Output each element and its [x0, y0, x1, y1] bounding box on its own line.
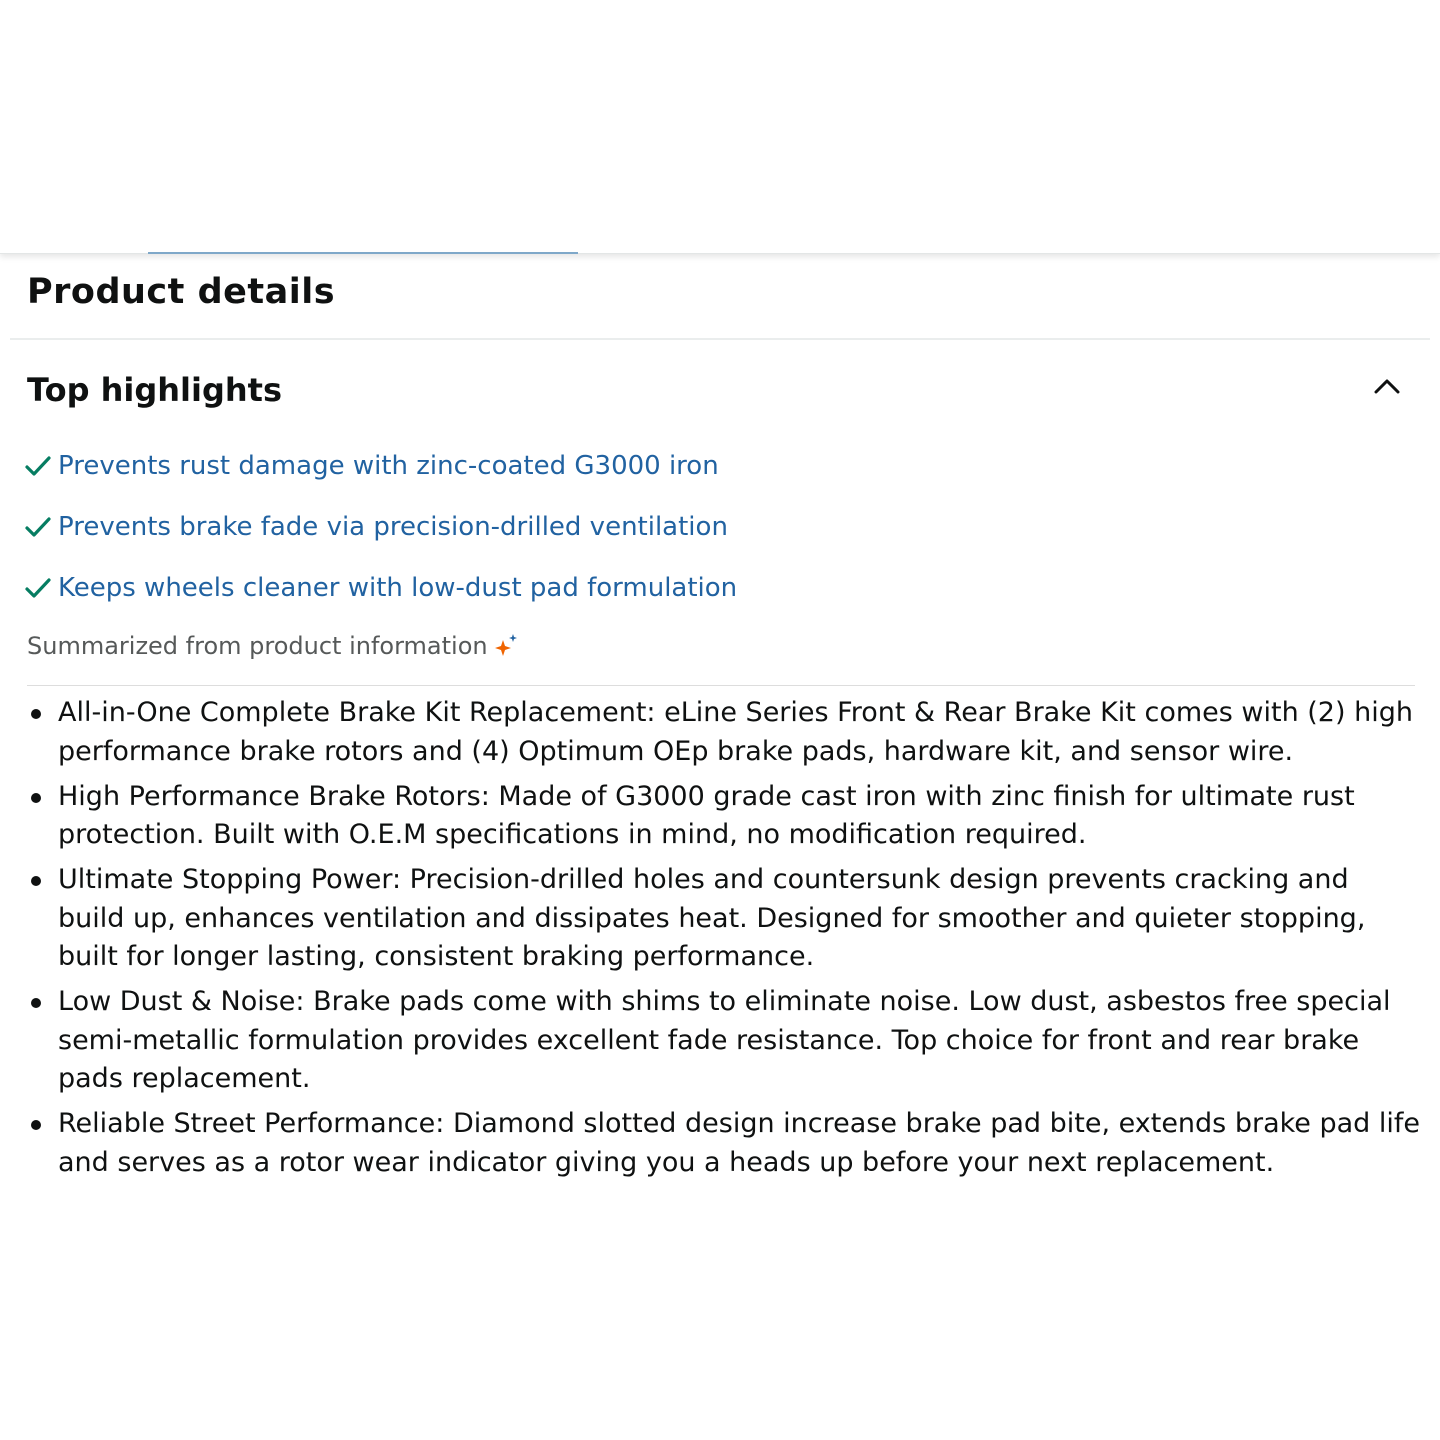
feature-text: Low Dust & Noise: Brake pads come with shims to eliminate noise. Low dust, asbestos free special semi-metallic formulation provides excellent fade resistance. Top choice for front and rear brake pads replacement.: [58, 986, 1391, 1094]
product-details-title: Product details: [27, 272, 336, 312]
highlight-text[interactable]: Prevents brake fade via precision-drilled ventilation: [58, 512, 728, 542]
bullet-dot: [31, 998, 41, 1008]
top-highlights-title: Top highlights: [27, 371, 283, 409]
summary-line: [27, 628, 520, 664]
list-item: [0, 1105, 1440, 1182]
top-header-area: [0, 0, 1440, 254]
bullet-dot: [31, 876, 41, 886]
highlights-divider: [27, 685, 1415, 686]
check-icon: [24, 574, 52, 602]
bullet-dot: [31, 1120, 41, 1130]
feature-bullet-list: [0, 694, 1440, 1189]
highlight-text[interactable]: Keeps wheels cleaner with low-dust pad formulation: [58, 573, 738, 603]
bullet-dot: [31, 793, 41, 803]
feature-text: High Performance Brake Rotors: Made of G3000 grade cast iron with zinc finish for ultimate rust protection. Built with O.E.M specifications in mind, no modification required.: [58, 780, 1355, 850]
ai-sparkle-icon: [494, 633, 520, 659]
feature-text: All-in-One Complete Brake Kit Replacement: eLine Series Front & Rear Brake Kit comes with (2) high performance brake rotors and (4) Optimum OEp brake pads, hardware kit, and sensor wire.: [58, 697, 1413, 767]
top-highlights-header[interactable]: [27, 368, 1417, 416]
list-item: [0, 861, 1440, 977]
list-item: [0, 694, 1440, 771]
chevron-up-icon[interactable]: [1367, 370, 1407, 402]
list-item: [0, 983, 1440, 1099]
active-tab-indicator: [148, 252, 578, 254]
check-icon: [24, 452, 52, 480]
highlight-item[interactable]: [24, 568, 737, 608]
feature-text: Ultimate Stopping Power: Precision-drilled holes and countersunk design prevents cracking and build up, enhances ventilation and dissipates heat. Designed for smoother and quieter stopping, built for longer lasting, consistent braking performance.: [58, 864, 1366, 972]
section-divider: [10, 338, 1430, 340]
highlight-text[interactable]: Prevents rust damage with zinc-coated G3000 iron: [58, 451, 719, 481]
summary-text: Summarized from product information: [27, 632, 488, 660]
highlight-item[interactable]: [24, 446, 719, 486]
check-icon: [24, 513, 52, 541]
highlight-item[interactable]: [24, 507, 728, 547]
feature-text: Reliable Street Performance: Diamond slotted design increase brake pad bite, extends brake pad life and serves as a rotor wear indicator giving you a heads up before your next replacement.: [58, 1108, 1421, 1178]
list-item: [0, 778, 1440, 855]
bullet-dot: [31, 709, 41, 719]
